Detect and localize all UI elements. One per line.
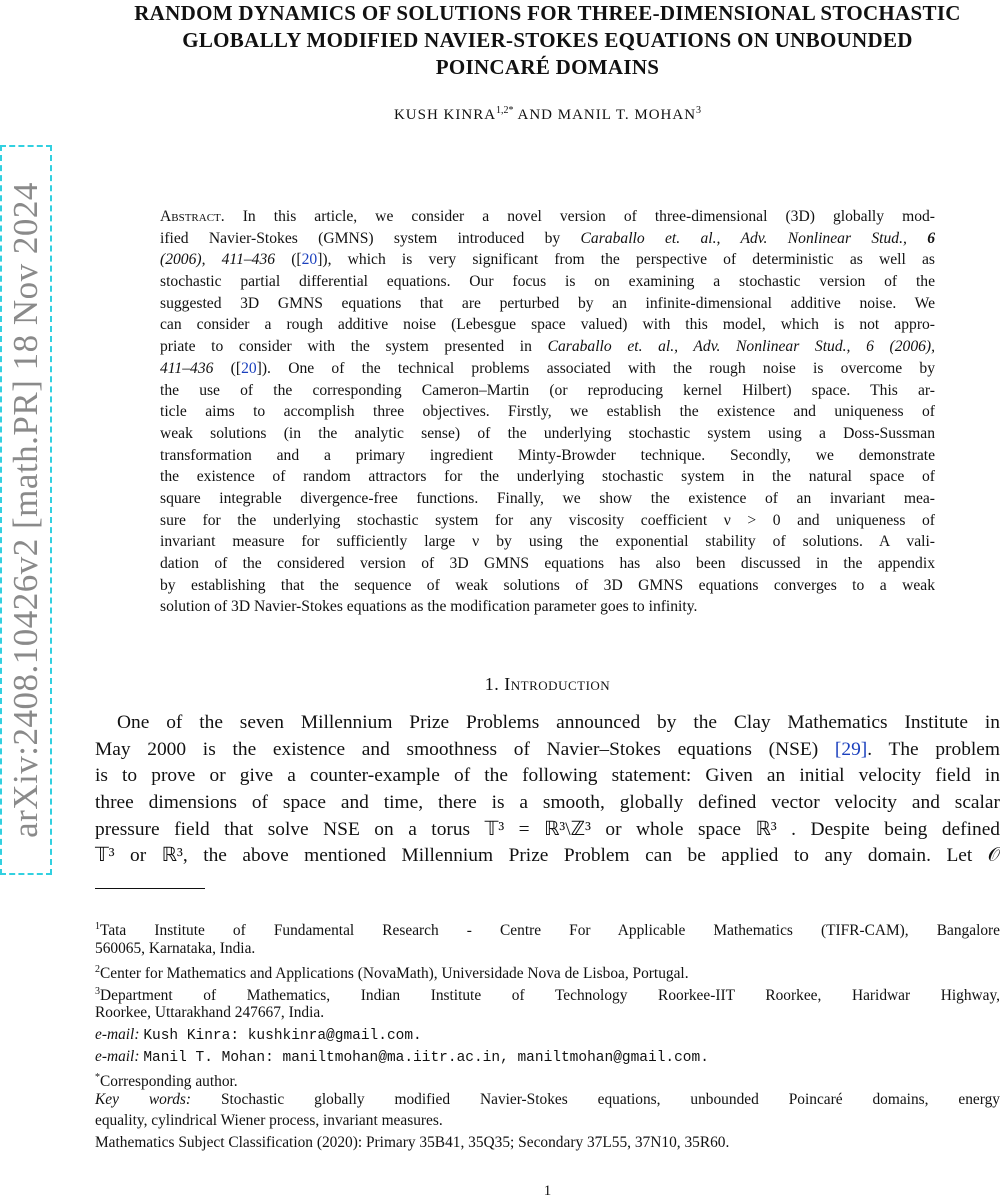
footnote-2: $^2$Center for Mathematics and Applications (NovaMath), Universidade Nova de Lisboa, Portugal. bbox=[95, 964, 689, 983]
intro-line: 𝕋³ or ℝ³, the above mentioned Millennium Prize Problem can be applied to any domain. Let 𝒪 bbox=[95, 845, 1000, 867]
intro-line: is to prove or give a counter-example of the following statement: Given an initial velocity field in bbox=[95, 765, 1000, 787]
footnote-rule bbox=[95, 888, 205, 889]
email-1: e-mail: Kush Kinra: kushkinra@gmail.com. bbox=[95, 1025, 422, 1044]
author-1-affiliation: 1,2* bbox=[496, 105, 514, 116]
abstract-line: can consider a rough additive noise (Lebesgue space valued) with this model, which is not appro- bbox=[160, 316, 935, 334]
abstract-line: sure for the underlying stochastic system for any viscosity coefficient ν > 0 and uniqueness of bbox=[160, 511, 935, 529]
abstract-line: the existence of random attractors for the underlying stochastic system in the natural space of bbox=[160, 468, 935, 486]
citation: Caraballo et. al., Adv. Nonlinear Stud., bbox=[580, 229, 907, 247]
email-2-address[interactable]: Manil T. Mohan: maniltmohan@ma.iitr.ac.in, maniltmohan@gmail.com. bbox=[143, 1049, 709, 1066]
section-number: 1. bbox=[484, 674, 500, 694]
email-1-address[interactable]: Kush Kinra: kushkinra@gmail.com. bbox=[143, 1027, 422, 1044]
reference-link-29[interactable]: [29] bbox=[834, 738, 868, 760]
citation: Caraballo et. al., Adv. Nonlinear Stud., bbox=[547, 338, 851, 356]
abstract-heading: Abstract. bbox=[160, 208, 225, 225]
abstract-line: Abstract. In this article, we consider a novel version of three-dimensional (3D) globally mod- bbox=[160, 208, 935, 225]
abstract-line: the use of the corresponding Cameron–Martin (or reproducing kernel Hilbert) space. This ar- bbox=[160, 381, 935, 399]
intro-line: One of the seven Millennium Prize Problems announced by the Clay Mathematics Institute in bbox=[117, 712, 1000, 733]
authors-and: AND bbox=[517, 107, 553, 123]
authors bbox=[95, 105, 1000, 124]
abstract-line: ticle aims to accomplish three objectives. Firstly, we establish the existence and uniqueness of bbox=[160, 403, 935, 421]
footnote-3: $^3$Department of Mathematics, Indian Institute of Technology Roorkee-IIT Roorkee, Haridwar Highway, bbox=[95, 985, 1000, 1004]
keywords-cont: equality, cylindrical Wiener process, invariant measures. bbox=[95, 1112, 443, 1130]
corresponding-author-note: *Corresponding author. bbox=[95, 1072, 238, 1091]
reference-link-20[interactable]: 20 bbox=[301, 251, 318, 269]
reference-link-20[interactable]: 20 bbox=[241, 359, 257, 377]
introduction-text bbox=[95, 710, 1000, 870]
abstract-line: invariant measure for sufficiently large ν by using the exponential stability of solutions. A vali- bbox=[160, 533, 935, 551]
abstract-line: suggested 3D GMNS equations that are perturbed by an infinite-dimensional additive noise. We bbox=[160, 294, 935, 312]
abstract-line: ified Navier-Stokes (GMNS) system introduced by Caraballo et. al., Adv. Nonlinear Stud., 6 bbox=[160, 229, 936, 247]
author-2-affiliation: 3 bbox=[696, 105, 702, 116]
abstract-line: by establishing that the sequence of weak solutions of 3D GMNS equations converges to a weak bbox=[160, 576, 935, 594]
title-line-1: RANDOM DYNAMICS OF SOLUTIONS FOR THREE-DIMENSIONAL STOCHASTIC bbox=[134, 1, 961, 25]
msc-classification: Mathematics Subject Classification (2020): Primary 35B41, 35Q35; Secondary 37L55, 37N10, 35R60. bbox=[95, 1133, 730, 1151]
abstract-line: stochastic partial differential equations. Our focus is on examining a stochastic version of the bbox=[160, 273, 935, 291]
footnote-3-cont: Roorkee, Uttarakhand 247667, India. bbox=[95, 1004, 325, 1022]
abstract-line: solution of 3D Navier-Stokes equations as the modification parameter goes to infinity. bbox=[160, 598, 698, 616]
email-2: e-mail: Manil T. Mohan: maniltmohan@ma.iitr.ac.in, maniltmohan@gmail.com. bbox=[95, 1047, 709, 1066]
footnote-1-cont: 560065, Karnataka, India. bbox=[95, 939, 256, 957]
footnote-1: $^1$Tata Institute of Fundamental Research - Centre For Applicable Mathematics (TIFR-CAM), Bangalore bbox=[95, 921, 1000, 940]
title-line-3: POINCARÉ DOMAINS bbox=[435, 55, 660, 79]
abstract bbox=[160, 206, 935, 618]
author-1: KUSH KINRA bbox=[393, 107, 497, 123]
section-heading bbox=[95, 674, 1000, 695]
abstract-line: priate to consider with the system presented in Caraballo et. al., Adv. Nonlinear Stud., 6 (2006), bbox=[160, 338, 936, 356]
abstract-line: dation of the considered version of 3D GMNS equations has also been discussed in the appendix bbox=[160, 555, 935, 572]
abstract-line: 411–436 ([20]). One of the technical problems associated with the rough noise is overcome by bbox=[160, 359, 935, 377]
abstract-line: weak solutions (in the analytic sense) of the underlying stochastic system using a Doss-Sussman bbox=[160, 424, 935, 442]
intro-line: May 2000 is the existence and smoothness of Navier–Stokes equations (NSE) [29]. The problem bbox=[95, 738, 1000, 760]
intro-line: pressure field that solve NSE on a torus 𝕋³ = ℝ³\ℤ³ or whole space ℝ³ . Despite being defined bbox=[95, 818, 1000, 840]
title-line-2: GLOBALLY MODIFIED NAVIER-STOKES EQUATIONS ON UNBOUNDED bbox=[182, 28, 913, 52]
paper-title bbox=[95, 0, 1000, 81]
abstract-line: transformation and a primary ingredient Minty-Browder technique. Secondly, we demonstrate bbox=[160, 446, 935, 464]
page-number: 1 bbox=[543, 1183, 552, 1199]
arxiv-stamp bbox=[0, 145, 52, 875]
abstract-line: square integrable divergence-free functions. Finally, we show the existence of an invariant mea- bbox=[160, 489, 935, 507]
arxiv-identifier: arXiv:2408.10426v2 [math.PR] 18 Nov 2024 bbox=[6, 182, 45, 838]
section-title: Introduction bbox=[504, 674, 611, 694]
abstract-line: (2006), 411–436 ([20]), which is very significant from the perspective of deterministic as well as bbox=[160, 251, 935, 269]
keywords: Key words: Stochastic globally modified Navier-Stokes equations, unbounded Poincaré domains, energy bbox=[95, 1090, 1000, 1108]
author-2: MANIL T. MOHAN bbox=[557, 107, 697, 123]
intro-line: three dimensions of space and time, there is a smooth, globally defined vector velocity and scalar bbox=[95, 792, 1000, 814]
footnotes bbox=[95, 916, 1000, 1154]
